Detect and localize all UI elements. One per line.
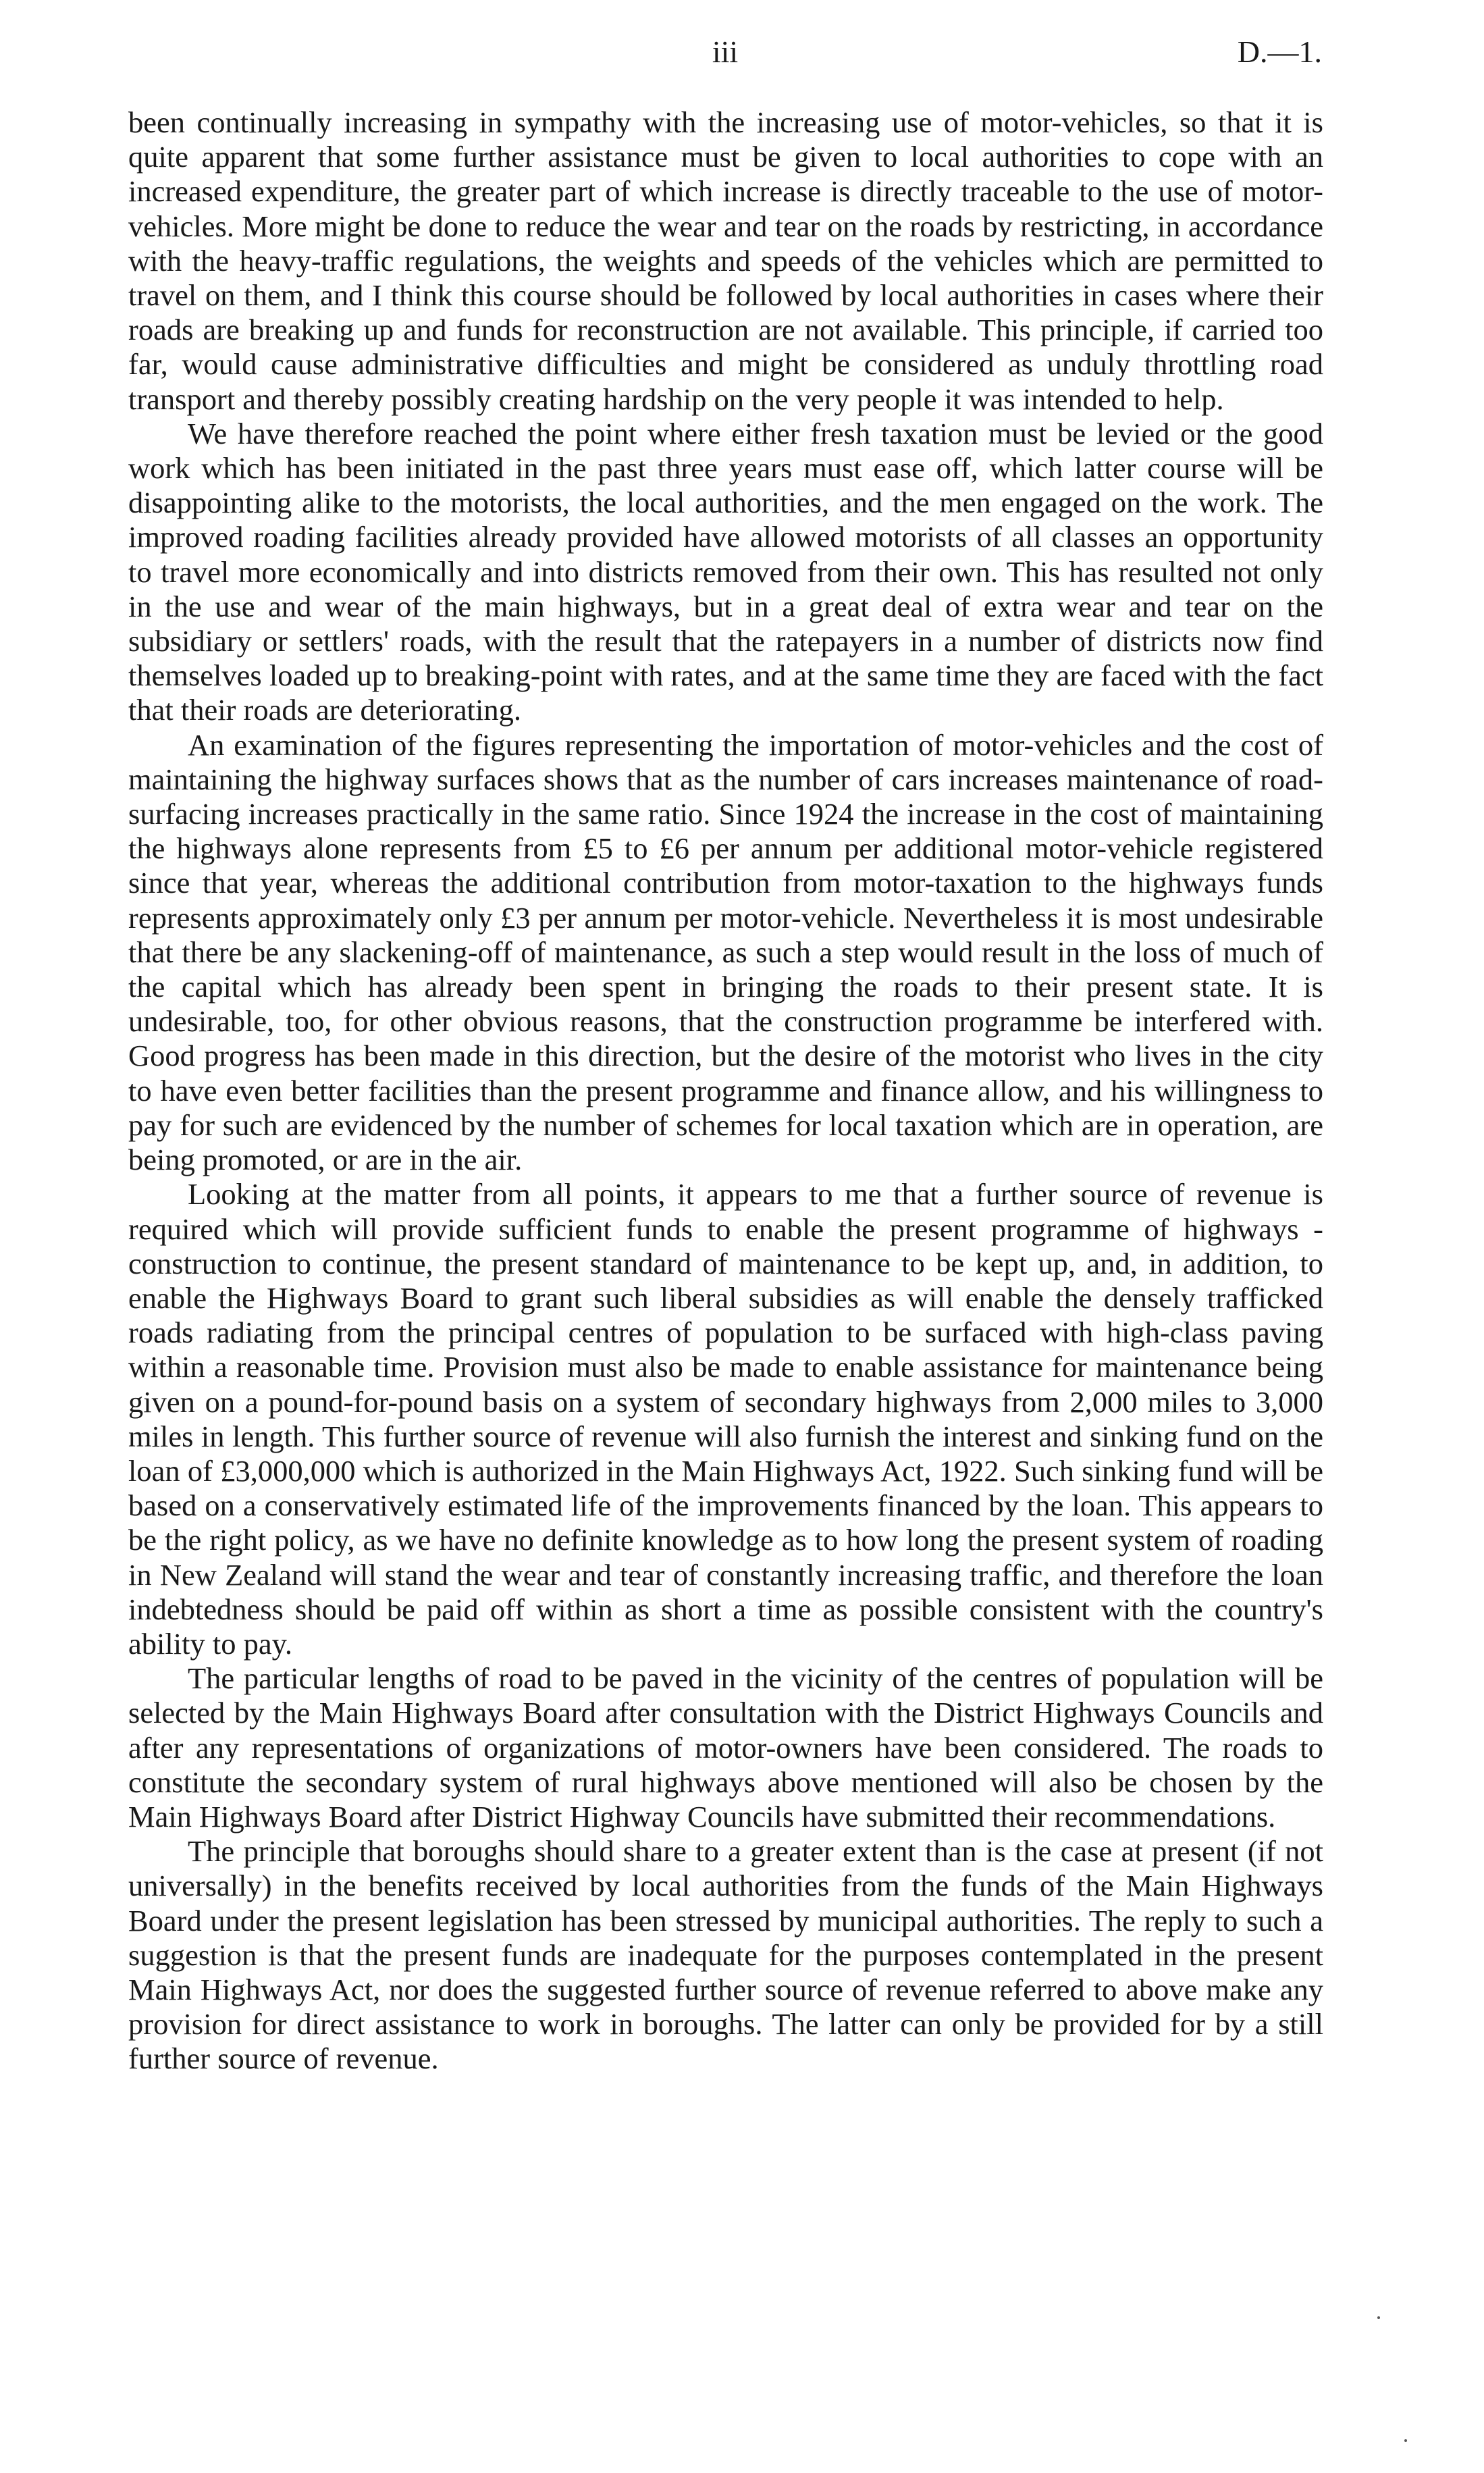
paragraph-1: been continually increasing in sympathy with the increasing use of motor-vehicles, so that it is quite apparent that some further assistance must be given to local authorities to cope with an increased expenditure, the greater part of which increase is directly traceable to the use of motor-vehicles. More might be done to reduce the wear and tear on the roads by restricting, in accordance with the heavy-traffic regulations, the weights and speeds of the vehicles which are permitted to travel on them, and I think this course should be followed by local authorities in cases where their roads are breaking up and funds for reconstruction are not available. This principle, if carried too far, would cause administrative difficulties and might be considered as unduly throttling road transport and thereby possibly creating hardship on the very people it was intended to help. <box>128 105 1323 416</box>
page-number: iii <box>712 34 739 69</box>
page-header <box>128 34 1322 74</box>
body-text <box>128 105 1323 2077</box>
print-speck <box>1404 2439 1407 2442</box>
paragraph-6: The principle that boroughs should share to a greater extent than is the case at present (if not universally) in the benefits received by local authorities from the funds of the Main Highways Board under the present legislation has been stressed by municipal authorities. The reply to such a suggestion is that the present funds are inadequate for the purposes contemplated in the present Main Highways Act, nor does the suggested further source of revenue referred to above make any provision for direct assistance to work in boroughs. The latter can only be provided for by a still further source of revenue. <box>128 1834 1323 2076</box>
paragraph-3: An examination of the figures representing the importation of motor-vehicles and the cost of maintaining the highway surfaces shows that as the number of cars increases maintenance of road-surfacing increases practically in the same ratio. Since 1924 the increase in the cost of maintaining the highways alone represents from £5 to £6 per annum per additional motor-vehicle registered since that year, whereas the additional contribution from motor-taxation to the highways funds represents approximately only £3 per annum per motor-vehicle. Nevertheless it is most undesirable that there be any slackening-off of maintenance, as such a step would result in the loss of much of the capital which has already been spent in bringing the roads to their present state. It is undesirable, too, for other obvious reasons, that the construction programme be interfered with. Good progress has been made in this direction, but the desire of the motorist who lives in the city to have even better facilities than the present programme and finance allow, and his willingness to pay for such are evidenced by the number of schemes for local taxation which are in operation, are being promoted, or are in the air. <box>128 727 1323 1177</box>
paragraph-2: We have therefore reached the point where either fresh taxation must be levied or the good work which has been initiated in the past three years must ease off, which latter course will be disappointing alike to the motorists, the local authorities, and the men engaged on the work. The improved roading facilities already provided have allowed motorists of all classes an opportunity to travel more economically and into districts removed from their own. This has resulted not only in the use and wear of the main highways, but in a great deal of extra wear and tear on the subsidiary or settlers' roads, with the result that the ratepayers in a number of districts now find themselves loaded up to breaking-point with rates, and at the same time they are faced with the fact that their roads are deteriorating. <box>128 416 1323 727</box>
document-reference: D.—1. <box>1237 34 1322 69</box>
paragraph-5: The particular lengths of road to be paved in the vicinity of the centres of population will be selected by the Main Highways Board after consultation with the District Highways Councils and after any representations of organizations of motor-owners have been considered. The roads to constitute the secondary system of rural highways above mentioned will also be chosen by the Main Highways Board after District Highway Councils have submitted their recommendations. <box>128 1661 1323 1833</box>
print-speck <box>1377 2316 1380 2319</box>
paragraph-4: Looking at the matter from all points, it appears to me that a further source of revenue is required which will provide sufficient funds to enable the present programme of highways - construction to continue, the present standard of maintenance to be kept up, and, in addition, to enable the Highways Board to grant such liberal subsidies as will enable the densely trafficked roads radiating from the principal centres of population to be surfaced with high-class paving within a reasonable time. Provision must also be made to enable assistance for maintenance being given on a pound-for-pound basis on a system of secondary highways from 2,000 miles to 3,000 miles in length. This further source of revenue will also furnish the interest and sinking fund on the loan of £3,000,000 which is authorized in the Main Highways Act, 1922. Such sinking fund will be based on a conservatively estimated life of the improvements financed by the loan. This appears to be the right policy, as we have no definite knowledge as to how long the present system of roading in New Zealand will stand the wear and tear of constantly increasing traffic, and therefore the loan indebtedness should be paid off within as short a time as possible consistent with the country's ability to pay. <box>128 1177 1323 1661</box>
